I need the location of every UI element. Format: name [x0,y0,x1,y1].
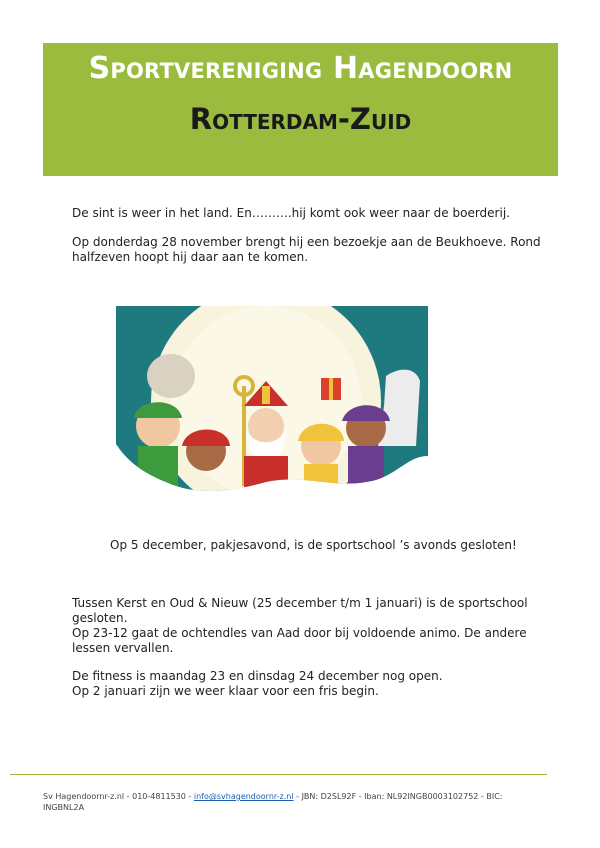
footer-contact: Sv Hagendoornr-z.nl - 010-4811530 - [43,792,194,801]
footer [43,791,543,813]
footer-divider [10,774,547,775]
page-title: Sportvereniging Hagendoorn [88,51,513,86]
page-subtitle: Rotterdam-Zuid [189,102,412,136]
paragraph-holiday-closure: Tussen Kerst en Oud & Nieuw (25 december t/m 1 januari) is de sportschool gesloten. Op 23-12 gaat de ochtendles van Aad door bij voldoende animo. De andere lessen vervallen. [72,596,528,655]
paragraph-visit-date: Op donderdag 28 november brengt hij een bezoekje aan de Beukhoeve. Rond halfzeven hoopt hij daar aan te komen. [72,235,541,264]
paragraph-fitness-hours: De fitness is maandag 23 en dinsdag 24 december nog open. Op 2 januari zijn we weer klaar voor een fris begin. [72,669,443,698]
footer-bank-details: - JBN: D2SL92F - Iban: NL92INGB0003102752 - BIC: INGBNL2A [43,792,503,812]
sinterklaas-illustration-icon [116,306,428,500]
footer-email-link[interactable]: info@svhagendoornr-z.nl [193,792,294,801]
paragraph-pakjesavond: Op 5 december, pakjesavond, is de sportschool ’s avonds gesloten! [110,538,517,552]
header-banner [43,43,558,176]
paragraph-sint-arrival: De sint is weer in het land. En……….hij komt ook weer naar de boerderij. [72,206,510,220]
